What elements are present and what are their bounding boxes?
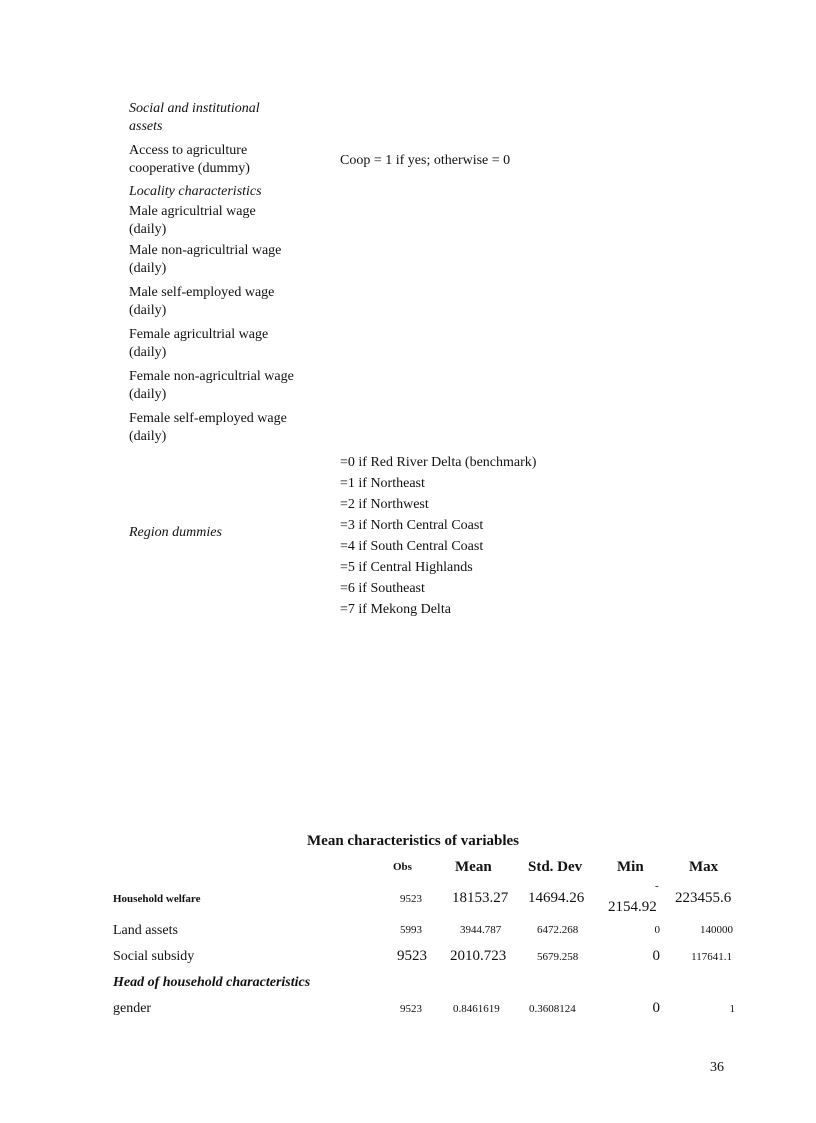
- page-number: 36: [710, 1060, 724, 1075]
- coop-definition: Coop = 1 if yes; otherwise = 0: [340, 153, 511, 168]
- region-value: =7 if Mekong Delta: [340, 602, 451, 617]
- row-label: gender: [113, 1001, 152, 1016]
- wage-female-nonagri: Female non-agricultrial wage (daily): [129, 369, 294, 402]
- cell-max: 140000: [700, 924, 733, 936]
- wage-female-self: Female self-employed wage (daily): [129, 411, 287, 444]
- header-mean: Mean: [455, 859, 492, 875]
- cell-mean: 3944.787: [460, 924, 502, 936]
- cell-std: 14694.26: [528, 890, 585, 906]
- cell-std: 0.3608124: [529, 1003, 576, 1015]
- cell-obs: 9523: [400, 893, 422, 905]
- header-max: Max: [689, 859, 719, 875]
- wage-male-nonagri: Male non-agricultrial wage (daily): [129, 243, 282, 276]
- wage-male-agri: Male agricultrial wage (daily): [129, 204, 256, 237]
- cell-std: 6472.268: [537, 924, 579, 936]
- row-label: Household welfare: [113, 893, 201, 905]
- wage-female-agri: Female agricultrial wage (daily): [129, 327, 269, 360]
- row-label: Land assets: [113, 923, 178, 938]
- header-std: Std. Dev: [528, 859, 583, 875]
- section-heading: Head of household characteristics: [113, 975, 311, 990]
- cell-mean: 2010.723: [450, 948, 507, 964]
- region-value: =1 if Northeast: [340, 476, 425, 491]
- region-value: =3 if North Central Coast: [340, 518, 484, 533]
- cell-obs: 9523: [400, 1003, 422, 1015]
- header-obs: Obs: [393, 861, 412, 873]
- cell-min: 0: [652, 1000, 660, 1016]
- cell-mean: 0.8461619: [453, 1003, 500, 1015]
- region-value: =4 if South Central Coast: [340, 539, 484, 554]
- region-value: =2 if Northwest: [340, 497, 429, 512]
- coop-label: Access to agriculture cooperative (dummy): [129, 143, 250, 176]
- region-values: [340, 452, 536, 620]
- header-min: Min: [617, 859, 644, 875]
- cell-mean: 18153.27: [452, 890, 509, 906]
- row-label: Social subsidy: [113, 949, 195, 964]
- social-assets-heading: Social and institutional assets: [129, 101, 260, 134]
- region-value: =6 if Southeast: [340, 581, 425, 596]
- wage-male-self: Male self-employed wage (daily): [129, 285, 275, 318]
- cell-obs: 9523: [397, 948, 427, 964]
- cell-max: 117641.1: [691, 951, 732, 963]
- region-value: =5 if Central Highlands: [340, 560, 473, 575]
- stats-title: Mean characteristics of variables: [307, 833, 520, 849]
- cell-max: 1: [729, 1003, 735, 1015]
- cell-min: 2154.92: [608, 899, 657, 915]
- locality-heading: Locality characteristics: [129, 184, 262, 199]
- cell-obs: 5993: [400, 924, 422, 936]
- cell-min: 0: [652, 948, 660, 964]
- cell-min: 0: [654, 924, 660, 936]
- region-label: Region dummies: [129, 525, 222, 540]
- region-value: =0 if Red River Delta (benchmark): [340, 455, 537, 470]
- cell-std: 5679.258: [537, 951, 579, 963]
- cell-min-sign: -: [655, 880, 659, 892]
- cell-max: 223455.6: [675, 890, 732, 906]
